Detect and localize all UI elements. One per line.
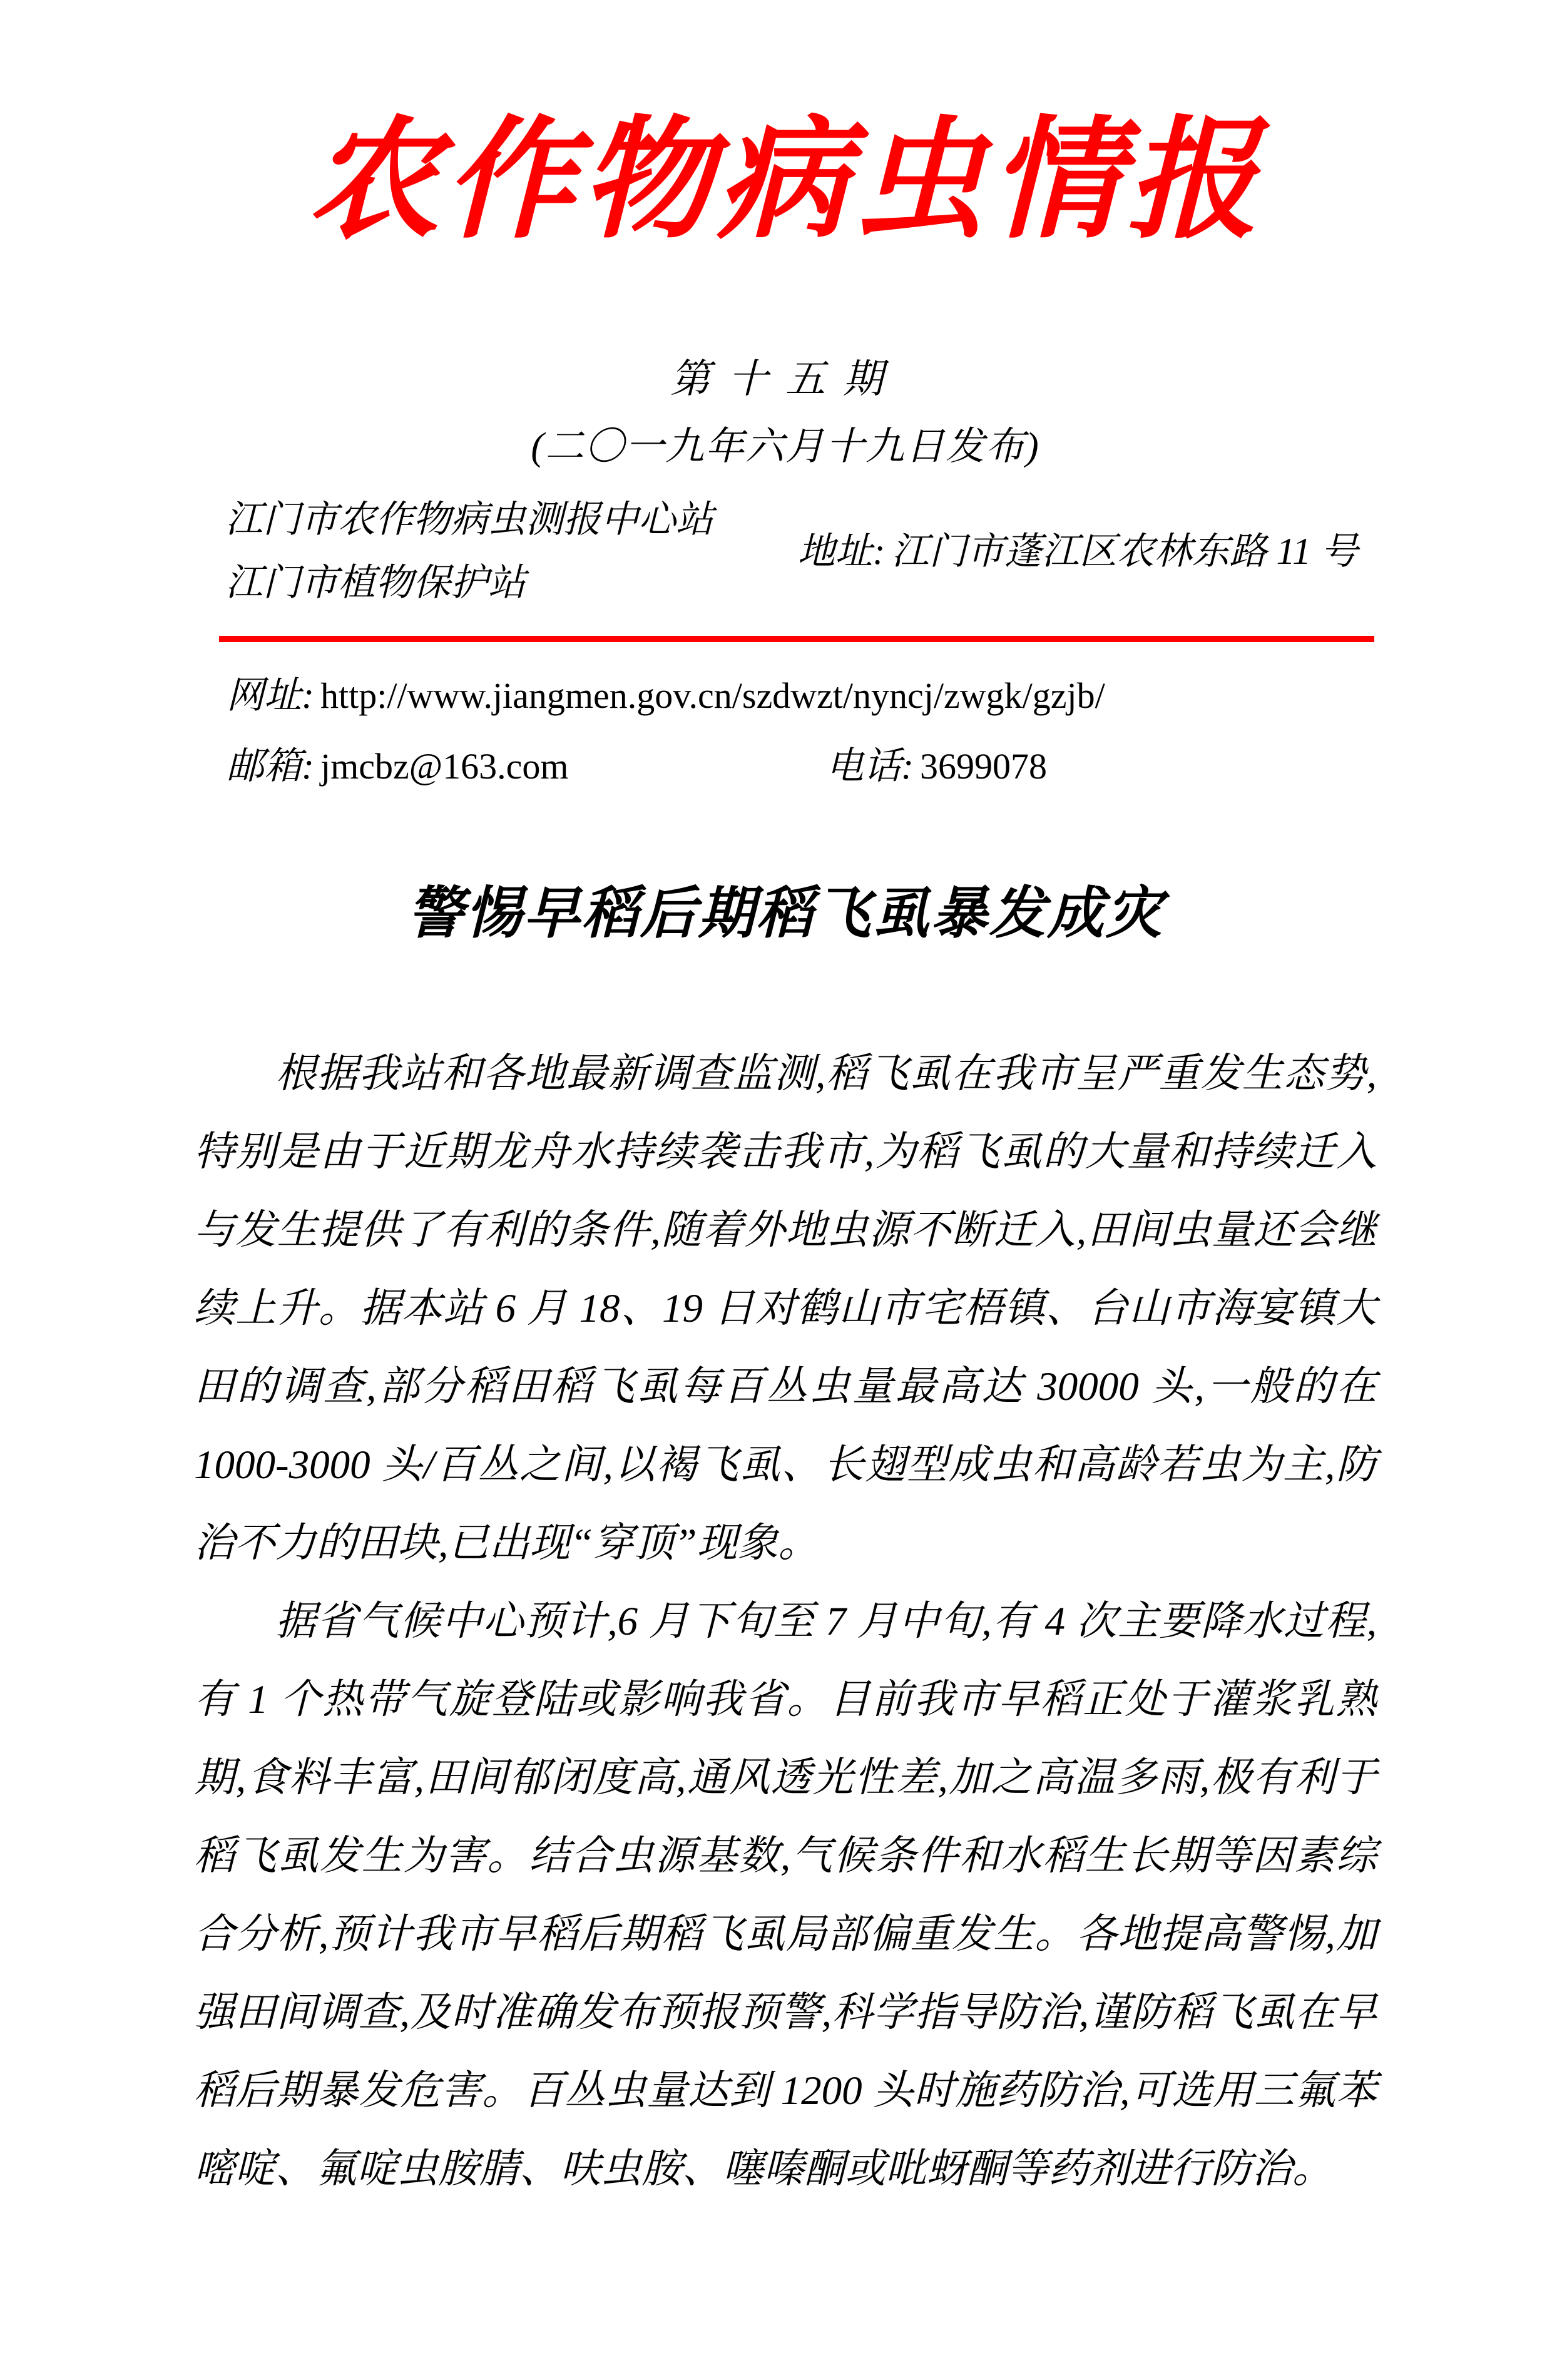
masthead-divider: [219, 636, 1374, 642]
email-label: 邮箱:: [227, 745, 314, 787]
website-url: http://www.jiangmen.gov.cn/szdwzt/nyncj/zwgk/gzjb/: [320, 675, 1105, 716]
phone-value: 3699078: [919, 746, 1047, 787]
publish-date: (二〇一九年六月十九日发布): [531, 426, 1040, 468]
article: [194, 874, 1377, 2209]
publisher-org-2: 江门市植物保护站: [225, 562, 526, 603]
article-paragraph-2: 据省气候中心预计,6 月下旬至 7 月中旬,有 4 次主要降水过程,有 1 个热带气旋登陆或影响我省。目前我市早稻正处于灌浆乳熟期,食料丰富,田间郁闭度高,通风透光性差,加之高温多雨,极有利于稻飞虱发生为害。结合虫源基数,气候条件和水稻生长期等因素综合分析,预计我市早稻后期稻飞虱局部偏重发生。各地提高警惕,加强田间调查,及时准确发布预报预警,科学指导防治,谨防稻飞虱在早稻后期暴发危害。百丛虫量达到 1200 头时施药防治,可选用三氟苯嘧啶、氟啶虫胺腈、呋虫胺、噻嗪酮或吡蚜酮等药剂进行防治。: [194, 1599, 1377, 2192]
article-paragraph-1: 根据我站和各地最新调查监测,稻飞虱在我市呈严重发生态势,特别是由于近期龙舟水持续袭击我市,为稻飞虱的大量和持续迁入与发生提供了有利的条件,随着外地虫源不断迁入,田间虫量还会继续上升。据本站 6 月 18、19 日对鹤山市宅梧镇、台山市海宴镇大田的调查,部分稻田稻飞虱每百丛虫量最高达 30000 头,一般的在 1000-3000 头/百丛之间,以褐飞虱、长翅型成虫和高龄若虫为主,防治不力的田块,已出现“穿顶”现象。: [194, 1051, 1377, 1566]
article-title: 警惕早稻后期稻飞虱暴发成灾: [407, 883, 1164, 945]
contact-block: [194, 668, 1377, 794]
address-label: 地址:: [797, 530, 886, 572]
issue-number: 第十五期: [670, 357, 901, 401]
address-line: [797, 520, 1358, 583]
email-pair: [227, 739, 826, 794]
phone-label: 电话:: [826, 745, 914, 787]
address-value: 江门市蓬江区农林东路 11 号: [891, 530, 1358, 572]
phone-pair: [826, 739, 1047, 794]
publisher-names: [225, 488, 713, 615]
publisher-block: [194, 488, 1377, 615]
masthead: [194, 94, 1377, 794]
bulletin-title: 农作物病虫情报: [307, 109, 1263, 254]
issue-block: [194, 345, 1377, 481]
email-phone-line: [227, 739, 1377, 794]
email-value: jmcbz@163.com: [320, 746, 569, 787]
publisher-org-1: 江门市农作物病虫测报中心站: [225, 499, 713, 540]
website-line: [227, 668, 1377, 723]
website-label: 网址:: [227, 675, 314, 716]
